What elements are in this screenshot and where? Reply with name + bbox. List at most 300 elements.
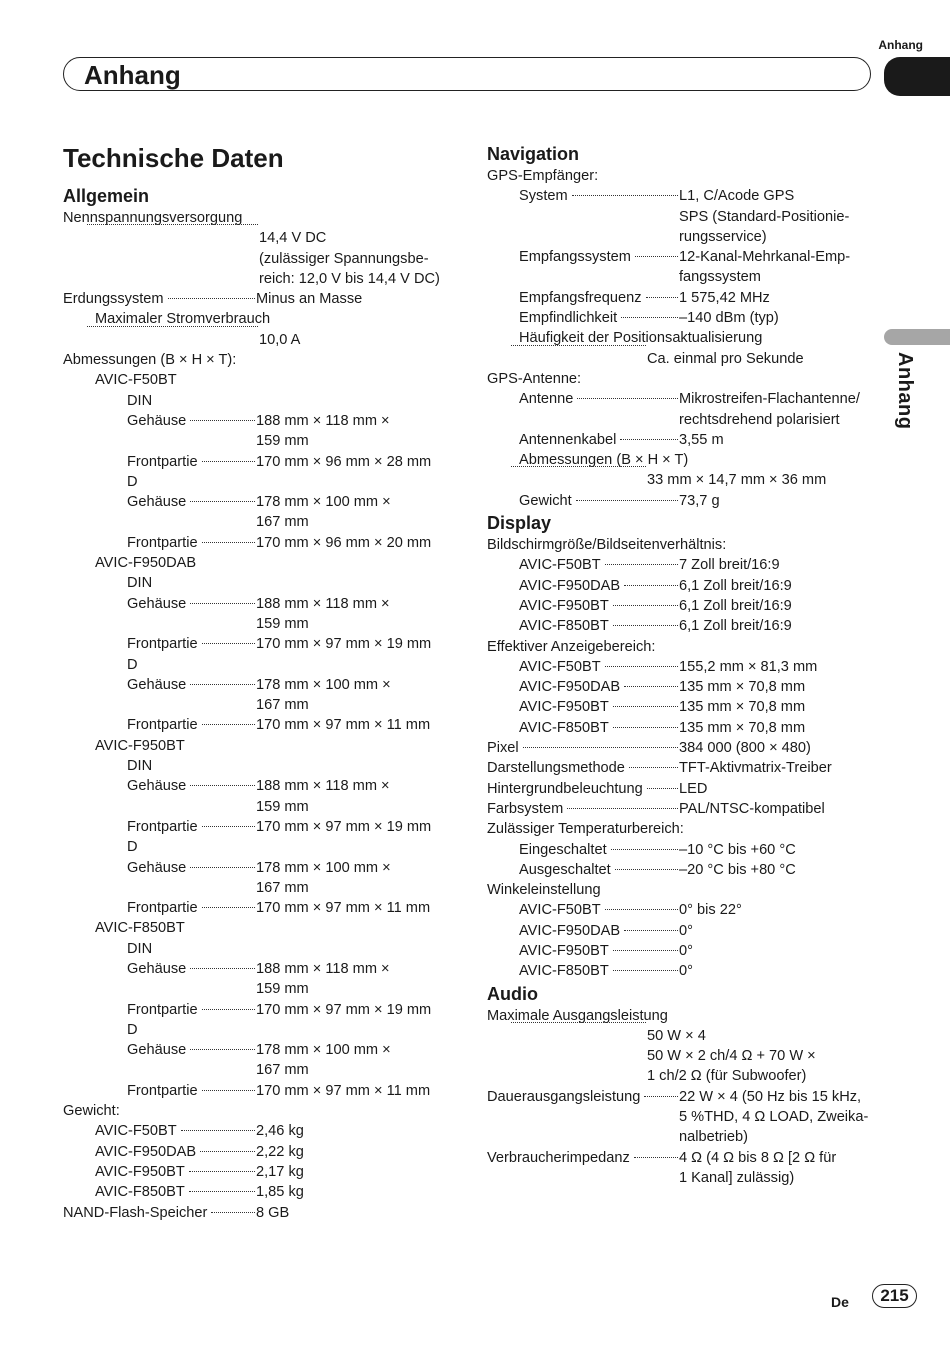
spec-row — [487, 1026, 882, 1087]
spec-value: 170 mm × 96 mm × 28 mm — [256, 453, 432, 470]
leader-dots — [613, 970, 678, 971]
spec-value: 0° — [679, 963, 693, 980]
spec-value: 188 mm × 118 mm × 159 mm — [256, 412, 390, 450]
spec-label-text: AVIC-F850BT — [95, 1184, 185, 1201]
spec-value: 6,1 Zoll breit/16:9 — [679, 577, 792, 594]
spec-label-text: Empfangssystem — [519, 249, 631, 266]
spec-label — [127, 1000, 256, 1020]
spec-label-text: AVIC-F50BT — [95, 1123, 177, 1140]
spec-value: 188 mm × 118 mm × 159 mm — [256, 960, 390, 998]
page-title: Technische Daten — [63, 143, 284, 173]
spec-value: PAL/NTSC-kompatibel — [679, 800, 825, 817]
leader-dots — [202, 461, 255, 462]
language-code: De — [831, 1294, 849, 1310]
spec-row — [487, 389, 882, 430]
spec-row — [63, 1081, 445, 1101]
spec-row — [487, 941, 882, 961]
leader-dots — [613, 950, 678, 951]
spec-value: 170 mm × 96 mm × 20 mm — [256, 534, 432, 551]
spec-text-line: Nennspannungsversorgung — [63, 210, 243, 226]
spec-value: 6,1 Zoll breit/16:9 — [679, 618, 792, 635]
spec-row — [63, 452, 445, 472]
spec-row — [63, 1203, 445, 1223]
spec-text-line: DIN — [127, 392, 153, 409]
spec-row — [487, 758, 882, 778]
spec-label — [127, 959, 256, 979]
spec-label — [127, 411, 256, 431]
spec-label — [487, 1087, 679, 1107]
spec-label — [519, 491, 679, 511]
spec-label-text: Gehäuse — [127, 412, 187, 429]
spec-value: L1, C/Acode GPS SPS (Standard-Positionie- rungsservice) — [679, 188, 850, 245]
spec-label-text: AVIC-F950BT — [95, 1163, 185, 1180]
leader-dots — [189, 1191, 255, 1192]
spec-label-text: AVIC-F50BT — [519, 658, 601, 675]
spec-label-text: Darstellungsmethode — [487, 760, 625, 777]
leader-dots — [605, 564, 678, 565]
spec-row — [63, 858, 445, 899]
spec-label-text: Verbraucherimpedanz — [487, 1149, 630, 1166]
right-column — [487, 142, 882, 1188]
spec-row — [487, 491, 882, 511]
spec-label — [519, 900, 679, 920]
spec-row — [487, 961, 882, 981]
spec-value: 4 Ω (4 Ω bis 8 Ω [2 Ω für 1 Kanal] zulässig) — [679, 1149, 837, 1186]
spec-label — [95, 1162, 256, 1182]
leader-dots — [624, 686, 678, 687]
leader-dots — [624, 585, 678, 586]
spec-text-line: Gewicht: — [63, 1103, 120, 1120]
page-number: 215 — [872, 1284, 917, 1308]
spec-label-text: Gehäuse — [127, 859, 187, 876]
spec-label-text: AVIC-F850BT — [519, 719, 609, 736]
spec-label-text: AVIC-F850BT — [519, 963, 609, 980]
spec-value: 33 mm × 14,7 mm × 36 mm — [647, 472, 827, 489]
spec-label-text: Frontpartie — [127, 1001, 198, 1018]
spec-label — [519, 576, 679, 596]
section-title-display: Display — [487, 513, 552, 534]
spec-label-text: Gewicht — [519, 492, 572, 509]
leader-dots — [190, 1049, 255, 1050]
leader-dots — [202, 907, 255, 908]
spec-value: TFT-Aktivmatrix-Treiber — [679, 760, 832, 777]
spec-text-line: Maximale Ausgangsleistung — [487, 1007, 668, 1024]
spec-label-text: Frontpartie — [127, 900, 198, 917]
spec-text-line: Abmessungen (B × H × T): — [63, 352, 237, 369]
leader-dots — [190, 501, 255, 502]
spec-value: LED — [679, 780, 708, 797]
spec-label-text: Pixel — [487, 740, 519, 757]
spec-label — [519, 677, 679, 697]
spec-label-text: Eingeschaltet — [519, 841, 607, 858]
spec-row — [487, 860, 882, 880]
spec-text-line: DIN — [127, 575, 153, 592]
leader-dots — [644, 1096, 678, 1097]
spec-label-text: Hintergrundbeleuchtung — [487, 780, 643, 797]
spec-label — [507, 1026, 647, 1027]
spec-label-text: Ausgeschaltet — [519, 861, 611, 878]
spec-label — [519, 596, 679, 616]
spec-row — [63, 228, 445, 289]
spec-label — [507, 349, 647, 350]
spec-label — [519, 389, 679, 409]
spec-row — [487, 470, 882, 490]
spec-text-line: DIN — [127, 758, 153, 775]
spec-label — [127, 675, 256, 695]
spec-label-text: AVIC-F50BT — [519, 557, 601, 574]
leader-dots — [567, 808, 678, 809]
spec-value: 170 mm × 97 mm × 19 mm — [256, 1001, 432, 1018]
spec-value: 170 mm × 97 mm × 11 mm — [256, 900, 431, 917]
leader-dots — [613, 706, 678, 707]
spec-label-text: Gehäuse — [127, 778, 187, 795]
leader-dots — [202, 542, 255, 543]
spec-value: 178 mm × 100 mm × 167 mm — [256, 1042, 391, 1079]
spec-value: 135 mm × 70,8 mm — [679, 699, 806, 716]
spec-text-line: Zulässiger Temperaturbereich: — [487, 821, 684, 838]
leader-dots — [613, 625, 678, 626]
spec-row — [487, 697, 882, 717]
spec-row — [487, 288, 882, 308]
spec-value: 170 mm × 97 mm × 11 mm — [256, 1082, 431, 1099]
leader-dots — [605, 666, 678, 667]
side-tab-label: Anhang — [894, 352, 916, 430]
spec-label — [127, 533, 256, 553]
spec-label — [519, 961, 679, 981]
spec-label — [127, 858, 256, 878]
spec-label — [519, 555, 679, 575]
spec-label — [487, 758, 679, 778]
leader-dots — [511, 466, 646, 467]
leader-dots — [202, 1090, 255, 1091]
spec-label-text: Frontpartie — [127, 1082, 198, 1099]
spec-value: 22 W × 4 (50 Hz bis 15 kHz, 5 %THD, 4 Ω LOAD, Zweika- nalbetrieb) — [679, 1088, 869, 1146]
spec-value: 50 W × 4 50 W × 2 ch/4 Ω + 70 W × 1 ch/2 Ω (für Subwoofer) — [647, 1027, 816, 1085]
spec-row — [63, 492, 445, 533]
spec-label — [519, 288, 679, 308]
spec-label — [519, 697, 679, 717]
spec-text-line: Maximaler Stromverbrauch — [95, 311, 271, 328]
spec-label — [127, 1081, 256, 1101]
spec-label — [519, 840, 679, 860]
spec-label — [487, 1148, 679, 1168]
spec-value: 12-Kanal-Mehrkanal-Emp- fangssystem — [679, 249, 851, 286]
spec-value: 178 mm × 100 mm × 167 mm — [256, 494, 391, 531]
leader-dots — [211, 1212, 255, 1213]
leader-dots — [523, 747, 678, 748]
spec-label-text: AVIC-F950DAB — [519, 577, 621, 594]
spec-text-line: AVIC-F950DAB — [95, 555, 197, 572]
spec-row — [487, 596, 882, 616]
spec-row — [63, 817, 445, 837]
spec-value: 170 mm × 97 mm × 19 mm — [256, 636, 432, 653]
spec-row — [63, 1182, 445, 1202]
spec-label — [63, 289, 256, 309]
spec-label-text: Gehäuse — [127, 1042, 187, 1059]
spec-value: 2,22 kg — [256, 1143, 304, 1160]
spec-label — [507, 470, 647, 471]
spec-row — [487, 921, 882, 941]
spec-row — [63, 411, 445, 452]
leader-dots — [190, 684, 255, 685]
spec-value: 135 mm × 70,8 mm — [679, 679, 806, 696]
spec-text-line: AVIC-F50BT — [95, 372, 177, 389]
spec-value: 170 mm × 97 mm × 11 mm — [256, 717, 431, 734]
spec-value: Mikrostreifen-Flachantenne/ rechtsdrehend polarisiert — [679, 391, 860, 428]
spec-text-line: AVIC-F850BT — [95, 920, 185, 937]
spec-row — [63, 634, 445, 654]
spec-row — [63, 1040, 445, 1081]
spec-list-allgemein — [63, 208, 445, 1223]
spec-label — [95, 1182, 256, 1202]
spec-value: 188 mm × 118 mm × 159 mm — [256, 778, 390, 815]
spec-label-text: Empfangsfrequenz — [519, 289, 642, 306]
spec-value: 6,1 Zoll breit/16:9 — [679, 597, 792, 614]
spec-label-text: Frontpartie — [127, 636, 198, 653]
leader-dots — [629, 767, 678, 768]
spec-value: 0° — [679, 922, 693, 939]
top-section-label: Anhang — [878, 38, 923, 52]
spec-label-text: AVIC-F950DAB — [95, 1143, 197, 1160]
spec-label-text: Gehäuse — [127, 595, 187, 612]
spec-row — [487, 779, 882, 799]
leader-dots — [202, 1009, 255, 1010]
spec-text-line: AVIC-F950BT — [95, 737, 185, 754]
spec-row — [487, 1148, 882, 1189]
spec-row — [63, 1142, 445, 1162]
spec-row — [487, 900, 882, 920]
leader-dots — [200, 1151, 255, 1152]
spec-label — [95, 1142, 256, 1162]
spec-text-line: D — [127, 1021, 138, 1038]
spec-value: 178 mm × 100 mm × 167 mm — [256, 676, 391, 714]
spec-label — [127, 817, 256, 837]
spec-value: 0° bis 22° — [679, 902, 742, 919]
spec-label-text: Gehäuse — [127, 676, 187, 693]
spec-row — [487, 576, 882, 596]
leader-dots — [624, 930, 678, 931]
spec-row — [487, 718, 882, 738]
spec-row — [63, 1000, 445, 1020]
spec-value: 1,85 kg — [256, 1184, 304, 1201]
chapter-header — [63, 57, 871, 91]
spec-row — [487, 677, 882, 697]
spec-list-audio — [487, 1006, 882, 1189]
spec-list-navigation — [487, 166, 882, 511]
spec-row — [487, 186, 882, 247]
leader-dots — [621, 317, 678, 318]
section-title-allgemein: Allgemein — [63, 186, 150, 206]
spec-label-text: AVIC-F950BT — [519, 699, 609, 716]
spec-row — [487, 349, 882, 369]
spec-row — [487, 555, 882, 575]
leader-dots — [190, 867, 255, 868]
spec-label-text: AVIC-F950BT — [519, 942, 609, 959]
section-title-navigation: Navigation — [487, 144, 580, 164]
spec-row — [63, 1121, 445, 1141]
spec-value: 2,17 kg — [256, 1163, 304, 1180]
spec-label — [519, 941, 679, 961]
leader-dots — [605, 909, 678, 910]
spec-row — [63, 330, 445, 350]
leader-dots — [647, 788, 678, 789]
leader-dots — [87, 326, 258, 327]
leader-dots — [202, 643, 255, 644]
spec-label — [127, 452, 256, 472]
spec-label — [519, 657, 679, 677]
leader-dots — [189, 1171, 255, 1172]
leader-dots — [620, 439, 678, 440]
spec-label — [83, 228, 259, 229]
leader-dots — [613, 727, 678, 728]
spec-value: 188 mm × 118 mm × 159 mm — [256, 595, 390, 632]
spec-row — [487, 738, 882, 758]
spec-value: –140 dBm (typ) — [679, 310, 779, 327]
leader-dots — [190, 785, 255, 786]
spec-text-line: D — [127, 839, 138, 856]
spec-label-text: AVIC-F950DAB — [519, 679, 621, 696]
spec-value: 0° — [679, 942, 693, 959]
leader-dots — [576, 500, 678, 501]
leader-dots — [202, 826, 255, 827]
spec-text-line: GPS-Empfänger: — [487, 168, 599, 184]
spec-text-line: D — [127, 473, 138, 490]
spec-value: 384 000 (800 × 480) — [679, 740, 811, 757]
spec-value: 10,0 A — [259, 331, 301, 348]
spec-row — [63, 776, 445, 817]
leader-dots — [190, 968, 255, 969]
spec-text-line: Effektiver Anzeigebereich: — [487, 638, 656, 655]
spec-label-text: Dauerausgangsleistung — [487, 1088, 641, 1105]
spec-row — [63, 533, 445, 553]
leader-dots — [87, 224, 258, 225]
spec-label — [95, 1121, 256, 1141]
spec-row — [63, 715, 445, 735]
spec-label-text: Gehäuse — [127, 960, 187, 977]
spec-row — [487, 247, 882, 288]
spec-value: Ca. einmal pro Sekunde — [647, 350, 804, 367]
spec-label — [487, 738, 679, 758]
spec-row — [487, 840, 882, 860]
spec-label — [487, 799, 679, 819]
spec-row — [487, 799, 882, 819]
leader-dots — [511, 1022, 646, 1023]
spec-label — [519, 430, 679, 450]
spec-value: 7 Zoll breit/16:9 — [679, 557, 780, 574]
spec-label-text: System — [519, 188, 568, 205]
spec-label — [487, 779, 679, 799]
spec-label-text: Antennenkabel — [519, 431, 617, 448]
spec-label — [63, 1203, 256, 1223]
spec-label — [127, 715, 256, 735]
spec-row — [487, 1087, 882, 1148]
spec-text-line: Abmessungen (B × H × T) — [519, 452, 689, 469]
leader-dots — [190, 420, 255, 421]
leader-dots — [190, 603, 255, 604]
leader-dots — [635, 256, 678, 257]
leader-dots — [572, 195, 678, 196]
spec-value: 135 mm × 70,8 mm — [679, 719, 806, 736]
spec-row — [487, 308, 882, 328]
spec-text-line: D — [127, 656, 138, 673]
spec-label-text: Empfindlichkeit — [519, 310, 618, 327]
chapter-tab-marker — [884, 57, 950, 96]
section-title-audio: Audio — [487, 983, 538, 1004]
spec-label — [519, 718, 679, 738]
spec-row — [63, 1162, 445, 1182]
spec-value: –10 °C bis +60 °C — [679, 841, 796, 858]
spec-row — [63, 594, 445, 635]
spec-label-text: NAND-Flash-Speicher — [63, 1204, 208, 1221]
spec-value: 1 575,42 MHz — [679, 289, 770, 306]
spec-label — [83, 330, 259, 331]
spec-label-text: AVIC-F50BT — [519, 902, 601, 919]
spec-value: 2,46 kg — [256, 1123, 304, 1140]
spec-value: 8 GB — [256, 1204, 290, 1221]
spec-text-line: Bildschirmgröße/Bildseitenverhältnis: — [487, 537, 727, 554]
leader-dots — [202, 724, 255, 725]
spec-label-text: AVIC-F950BT — [519, 597, 609, 614]
spec-row — [487, 430, 882, 450]
spec-value: 73,7 g — [679, 492, 720, 509]
spec-row — [63, 898, 445, 918]
spec-value: –20 °C bis +80 °C — [679, 861, 796, 878]
spec-label-text: Frontpartie — [127, 717, 198, 734]
spec-text-line: Winkeleinstellung — [487, 882, 601, 899]
leader-dots — [181, 1130, 255, 1131]
spec-text-line: GPS-Antenne: — [487, 370, 582, 387]
spec-value: 14,4 V DC (zulässiger Spannungsbe- reich: 12,0 V bis 14,4 V DC) — [259, 230, 440, 287]
spec-label-text: Farbsystem — [487, 800, 564, 817]
spec-label — [519, 860, 679, 880]
spec-label-text: AVIC-F850BT — [519, 618, 609, 635]
spec-label-text: Frontpartie — [127, 818, 198, 835]
side-tab-marker — [884, 329, 950, 345]
spec-label — [519, 308, 679, 328]
leader-dots — [577, 398, 678, 399]
spec-value: 3,55 m — [679, 431, 724, 448]
spec-row — [63, 959, 445, 1000]
spec-label — [127, 634, 256, 654]
spec-label-text: Frontpartie — [127, 534, 198, 551]
spec-label — [519, 247, 679, 267]
spec-label — [519, 186, 679, 206]
leader-dots — [511, 345, 646, 346]
spec-label — [519, 921, 679, 941]
spec-label — [127, 492, 256, 512]
spec-label-text: Erdungssystem — [63, 291, 164, 308]
leader-dots — [646, 297, 678, 298]
spec-row — [487, 616, 882, 636]
spec-label-text: Antenne — [519, 391, 574, 408]
spec-value: Minus an Masse — [256, 291, 363, 308]
spec-value: 170 mm × 97 mm × 19 mm — [256, 818, 432, 835]
chapter-title: Anhang — [84, 60, 181, 90]
spec-value: 155,2 mm × 81,3 mm — [679, 658, 818, 675]
spec-list-display — [487, 535, 882, 982]
spec-label-text: Frontpartie — [127, 453, 198, 470]
leader-dots — [168, 298, 255, 299]
leader-dots — [634, 1157, 678, 1158]
spec-label — [519, 616, 679, 636]
spec-label — [127, 776, 256, 796]
leader-dots — [615, 869, 678, 870]
spec-label — [127, 898, 256, 918]
spec-row — [63, 289, 445, 309]
spec-row — [487, 657, 882, 677]
spec-text-line: Häufigkeit der Positionsaktualisierung — [519, 330, 763, 347]
spec-value: 178 mm × 100 mm × 167 mm — [256, 859, 391, 896]
